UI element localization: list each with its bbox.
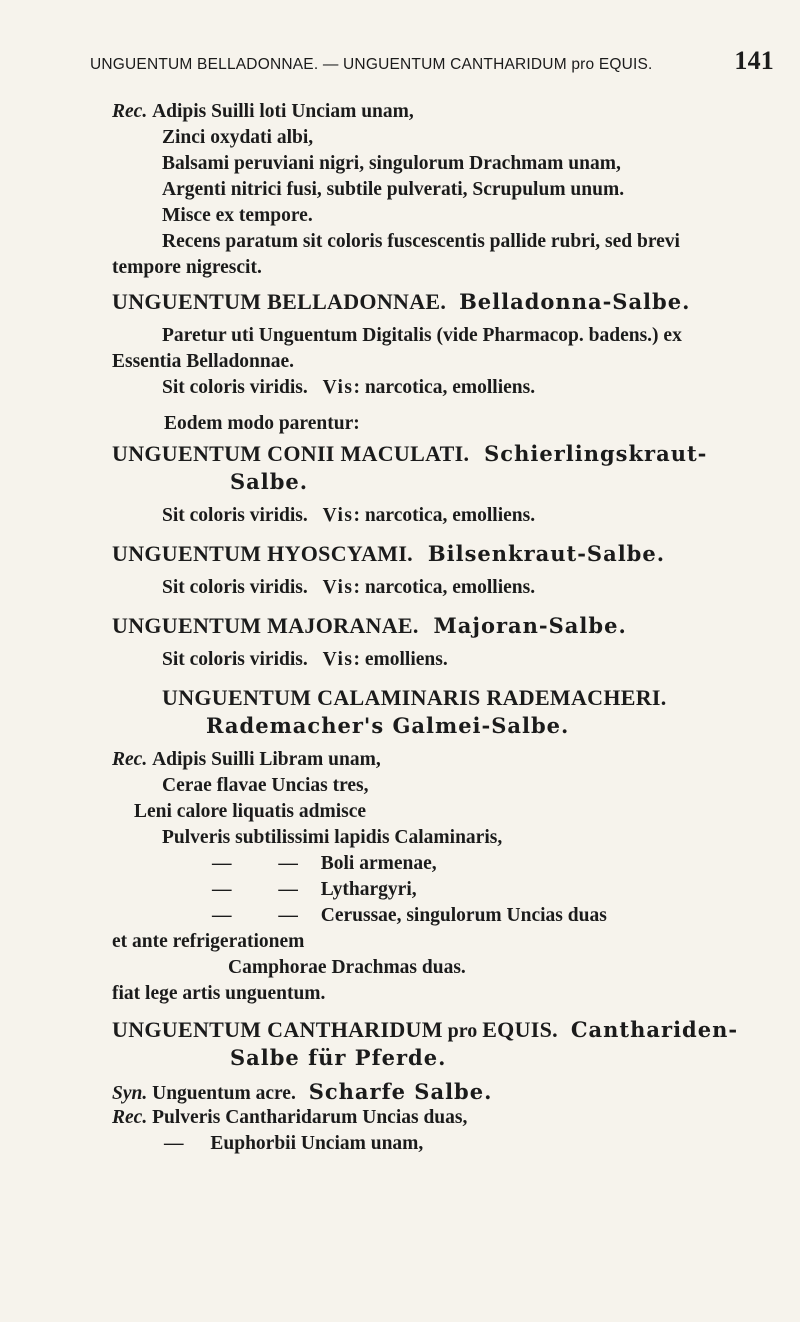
properties: Sit coloris viridis. Vis: narcotica, emolliens. [162,377,536,398]
properties: Sit coloris viridis. Vis: narcotica, emolliens. [162,505,536,526]
ingredient: Argenti nitrici fusi, subtile pulverati, Scrupulum unum. [162,179,625,200]
german-name: Rademacher's Galmei-Salbe. [206,713,570,738]
recipe-label: Rec. [112,749,148,770]
description: Eodem modo parentur: [164,413,360,434]
description: Essentia Belladonnae. [112,351,295,372]
section-title: UNGUENTUM HYOSCYAMI. [112,541,413,566]
section-title: UNGUENTUM CANTHARIDUM [112,1017,443,1042]
synonym-label: Syn. [112,1083,148,1104]
instruction: et ante refrigerationem [112,931,305,952]
recipe-label: Rec. [112,101,148,122]
section-heading: UNGUENTUM CANTHARIDUM pro EQUIS. Cantharіden- [112,1017,739,1042]
ingredient: — Euphorbii Unciam unam, [164,1133,424,1154]
ingredient: Balsami peruviani nigri, singulorum Drachmam unam, [162,153,621,174]
description: Paretur uti Unguentum Digitalis (vide Pharmacop. badens.) ex [162,325,682,346]
german-name: Majoran-Salbe. [433,613,627,638]
recipe-label: Rec. [112,1107,148,1128]
ingredient: Camphorae Drachmas duas. [228,957,466,978]
german-name: Belladonna-Salbe. [459,289,691,314]
german-name: Cantharіden- [570,1017,739,1042]
section-title: UNGUENTUM MAJORANAE. [112,613,419,638]
running-header [90,46,774,75]
page-number: 141 [734,46,774,75]
ingredient: — — Cerussae, singulorum Uncias duas [212,905,607,926]
german-name: Schierlingskraut- [484,441,708,466]
instruction: Misce ex tempore. [162,205,313,226]
ingredient: Adipis Suilli loti Unciam unam, [152,101,414,122]
properties: Sit coloris viridis. Vis: narcotica, emolliens. [162,577,536,598]
section-heading [112,290,690,316]
section-heading [112,614,627,640]
synonym-line: Syn. Unguentum acre. Scharfe Salbe. [112,1079,493,1104]
description: Recens paratum sit coloris fuscescentis pallide rubri, sed brevi [162,231,680,252]
recipe-line [112,100,414,124]
ingredient: Cerae flavae Uncias tres, [162,775,369,796]
german-name: Salbe. [230,469,309,494]
ingredient: Zinci oxydati albi, [162,127,314,148]
properties: Sit coloris viridis. Vis: emolliens. [162,649,448,670]
running-title: UNGUENTUM BELLADONNAE. — UNGUENTUM CANTHARIDUM pro EQUIS. [90,56,653,73]
german-name: Bilsenkraut-Salbe. [427,541,666,566]
ingredient: Pulveris subtilissimi lapidis Calaminaris, [162,827,503,848]
section-heading [112,542,665,568]
ingredient: — — Boli armenae, [212,853,437,874]
ingredient: — — Lythargyri, [212,879,417,900]
recipe-line: Rec. Adipis Suilli Libram unam, [112,749,381,770]
recipe-line: Rec. Pulveris Cantharidarum Uncias duas, [112,1107,468,1128]
description: tempore nigrescit. [112,257,262,278]
section-title: UNGUENTUM BELLADONNAE. [112,289,447,314]
section-title: UNGUENTUM CALAMINARIS RADEMACHERI. [162,685,667,710]
instruction: Leni calore liquatis admisce [134,801,367,822]
section-title: UNGUENTUM CONII MACULATI. [112,441,470,466]
section-heading [112,442,707,468]
german-name: Salbe für Pferde. [230,1045,447,1070]
instruction: fiat lege artis unguentum. [112,983,326,1004]
